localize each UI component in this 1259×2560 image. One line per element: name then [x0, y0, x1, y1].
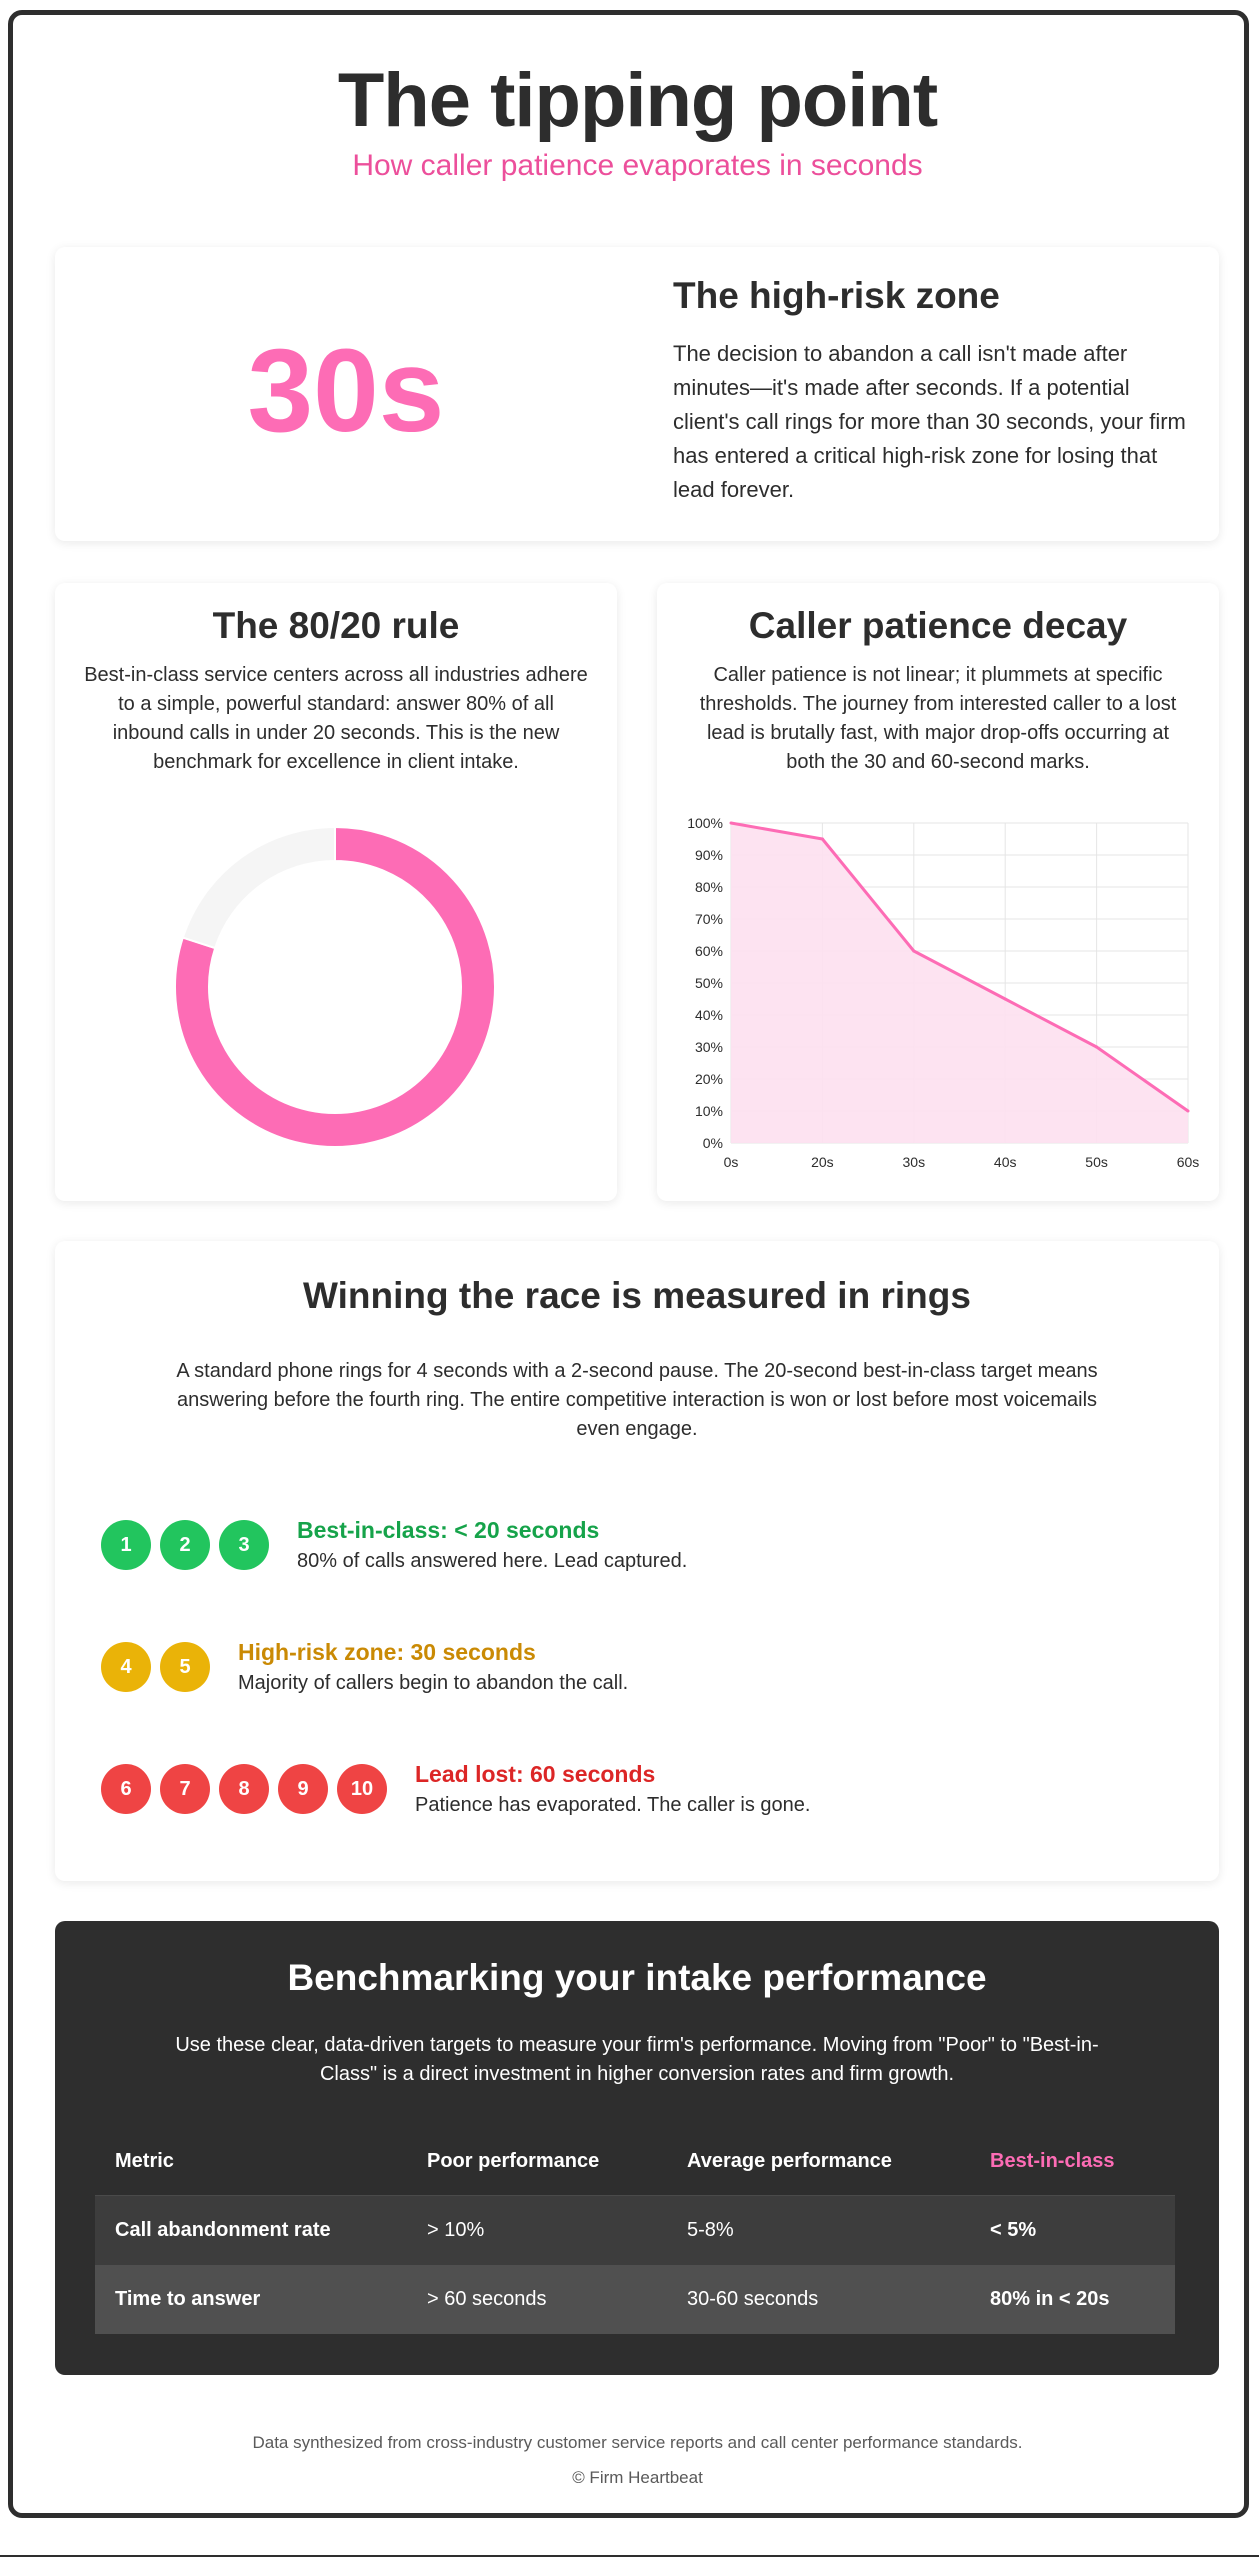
footer-source: Data synthesized from cross-industry customer service reports and call center performance standards. [252, 2433, 1023, 2452]
patience-title: Caller patience decay [748, 605, 1128, 646]
footer-copyright: © Firm Heartbeat [572, 2468, 703, 2487]
table-cell: < 5% [990, 2219, 1037, 2241]
y-tick-label: 10% [694, 1103, 723, 1119]
y-tick-label: 100% [687, 815, 723, 831]
data-point [1187, 1110, 1190, 1113]
ring-group [101, 1642, 210, 1692]
page-title: The tipping point [337, 58, 938, 143]
x-tick-label: 0s [723, 1154, 739, 1170]
ring-text [297, 1517, 687, 1573]
ring-description: 80% of calls answered here. Lead captured. [297, 1550, 688, 1572]
x-tick-label: 30s [902, 1154, 926, 1170]
high-risk-title: The high-risk zone [673, 275, 1000, 316]
rings-title: Winning the race is measured in rings [303, 1275, 971, 1316]
y-tick-label: 60% [694, 943, 723, 959]
table-cell: 80% in < 20s [990, 2288, 1110, 2310]
ring-label: High-risk zone: 30 seconds [238, 1639, 536, 1665]
rule-8020-text: Best-in-class service centers across all industries adhere to a simple, powerful standard: answer 80% of all inbound calls in under 20 seconds. This is the new benchmark for excellence in client intake. [84, 664, 588, 773]
ring-circle: 2 [160, 1520, 210, 1570]
table-header-cell: Average performance [687, 2149, 892, 2172]
x-tick-label: 50s [1085, 1154, 1108, 1170]
ring-label: Lead lost: 60 seconds [415, 1761, 656, 1787]
rings-text: A standard phone rings for 4 seconds with a 2-second pause. The 20-second best-in-class target means answering before the fourth ring. The entire competitive interaction is won or lost before most voicemails even engage. [176, 1360, 1098, 1440]
y-tick-label: 90% [694, 847, 723, 863]
benchmark-text: Use these clear, data-driven targets to measure your firm's performance. Moving from "Poor" to "Best-in-Class" is a direct investment in higher conversion rates and firm growth. [175, 2034, 1099, 2085]
data-point [1095, 1046, 1098, 1049]
ring-text [238, 1639, 628, 1695]
ring-circle: 4 [101, 1642, 151, 1692]
y-tick-label: 80% [694, 879, 723, 895]
ring-label: Best-in-class: < 20 seconds [297, 1517, 600, 1543]
ring-description: Patience has evaporated. The caller is gone. [415, 1794, 811, 1816]
table-header-cell: Best-in-class [990, 2149, 1115, 2172]
table-header-cell: Poor performance [427, 2149, 600, 2172]
benchmark-card [55, 1921, 1219, 2375]
ring-circle: 10 [337, 1764, 387, 1814]
x-tick-label: 20s [811, 1154, 834, 1170]
donut-slice [183, 827, 335, 948]
data-point [1004, 998, 1007, 1001]
table-cell: 5-8% [687, 2219, 734, 2241]
y-tick-label: 70% [694, 911, 723, 927]
ring-row-lost [101, 1761, 810, 1817]
bottom-rule [0, 2555, 1259, 2557]
data-point [912, 950, 915, 953]
ring-group [101, 1520, 269, 1570]
y-tick-label: 0% [702, 1135, 723, 1151]
ring-row-best [101, 1517, 687, 1573]
ring-circle: 3 [219, 1520, 269, 1570]
rule-8020-card [55, 583, 617, 1201]
high-risk-text: The decision to abandon a call isn't made after minutes—it's made after seconds. If a potential client's call rings for more than 30 seconds, your firm has entered a critical high-risk zone for losing that lead forever. [673, 341, 1186, 502]
ring-group [101, 1764, 387, 1814]
y-tick-label: 20% [694, 1071, 723, 1087]
ring-circle: 8 [219, 1764, 269, 1814]
patience-line-chart [671, 801, 1201, 1181]
ring-circle: 6 [101, 1764, 151, 1814]
x-tick-label: 60s [1176, 1154, 1200, 1170]
benchmark-title: Benchmarking your intake performance [287, 1957, 987, 1998]
table-cell: 30-60 seconds [687, 2288, 819, 2310]
high-risk-card [55, 247, 1219, 541]
page-frame [8, 10, 1249, 2518]
table-cell: > 10% [427, 2219, 485, 2241]
high-risk-big-number: 30s [247, 325, 445, 457]
ring-circle: 5 [160, 1642, 210, 1692]
table-row [95, 2196, 1175, 2265]
ring-text [415, 1761, 810, 1817]
patience-card [657, 583, 1219, 1201]
benchmark-table [95, 2127, 1175, 2334]
table-header-row [95, 2127, 1175, 2196]
ring-circle: 7 [160, 1764, 210, 1814]
x-tick-label: 40s [993, 1154, 1017, 1170]
patience-text: Caller patience is not linear; it plummets at specific thresholds. The journey from interested caller to a lost lead is brutally fast, with major drop-offs occurring at both the 30 and 60-second marks. [699, 664, 1177, 773]
ring-description: Majority of callers begin to abandon the call. [238, 1672, 629, 1694]
ring-circle: 9 [278, 1764, 328, 1814]
table-header-cell: Metric [115, 2149, 174, 2172]
ring-circle: 1 [101, 1520, 151, 1570]
table-row [95, 2265, 1175, 2334]
rings-card [55, 1241, 1219, 1881]
data-point [821, 838, 824, 841]
ring-row-risk [101, 1639, 628, 1695]
y-tick-label: 40% [694, 1007, 723, 1023]
table-cell: Time to answer [115, 2288, 261, 2310]
page-subtitle: How caller patience evaporates in seconds [352, 149, 923, 182]
table-cell: Call abandonment rate [115, 2219, 331, 2241]
y-tick-label: 50% [694, 975, 723, 991]
data-point [730, 822, 733, 825]
rule-8020-title: The 80/20 rule [212, 605, 460, 646]
y-tick-label: 30% [694, 1039, 723, 1055]
table-cell: > 60 seconds [427, 2288, 547, 2310]
donut-chart [157, 809, 513, 1165]
